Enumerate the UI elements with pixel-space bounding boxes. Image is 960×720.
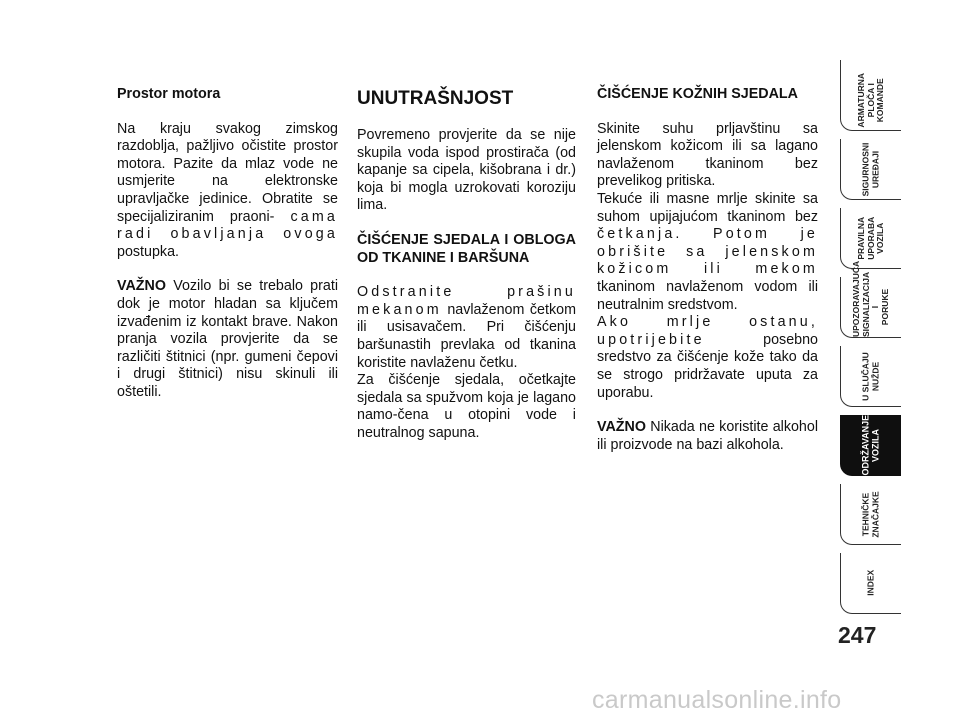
paragraph-text: Na kraju svakog zimskog razdoblja, pažljivo očistite prostor motora. Pazite da mlaz vode ne usmjerite na elektronske upravljačke jedinice. Obratite se specijaliziranim praoni- — [117, 120, 338, 225]
column-leather-seats — [597, 86, 818, 471]
paragraph — [117, 121, 338, 262]
paragraph-text: tkaninom navlaženom vodom ili neutralnim sredstvom. — [597, 278, 818, 313]
paragraph: Skinite suhu prljavštinu sa jelenskom kožicom ili sa lagano navlaženom tkaninom bez prevelikog pritiska. — [597, 120, 818, 190]
important-note — [117, 278, 338, 401]
tab-label: INDEX — [865, 570, 876, 596]
tab-safety-devices[interactable] — [840, 139, 901, 200]
paragraph-text: navlaženom četkom ili usisavačem. Pri čišćenju baršunastih prevlaka od tkanina koristite navlaženu četku. — [357, 301, 576, 371]
tab-dashboard-controls[interactable] — [840, 70, 901, 131]
tab-index[interactable] — [840, 553, 901, 614]
paragraph — [357, 284, 576, 372]
note-lead: VAŽNO — [117, 278, 166, 295]
tab-label: ARMATURNA PLOČA I KOMANDE — [855, 72, 885, 128]
paragraph-text: cama radi obavljanja ovoga — [117, 208, 338, 243]
paragraph-text: Odstranite prašinu mekanom — [357, 284, 576, 318]
section-heading: ČIŠĆENJE KOŽNIH SJEDALA — [597, 86, 798, 102]
tab-maintenance[interactable] — [840, 415, 901, 476]
column-engine-compartment — [117, 86, 338, 419]
note-text: Nikada ne koristite alkohol ili proizvode na bazi alkohola. — [597, 419, 818, 453]
tab-label: SIGURNOSNI UREĐAJI — [860, 142, 880, 196]
page-title: UNUTRAŠNJOST — [357, 88, 514, 109]
watermark: carmanualsonline.info — [592, 686, 842, 714]
section-heading: Prostor motora — [117, 86, 221, 102]
column-interior — [357, 88, 576, 460]
tab-label: U SLUČAJU NUŽDE — [860, 351, 880, 401]
paragraph-text: Tekuće ili masne mrlje skinite sa suhom upijajućom tkaninom bez — [597, 190, 818, 225]
paragraph: Povremeno provjerite da se nije skupila voda ispod prostirača (od kapanje sa cipela, kišobrana i dr.) koja bi mogla uzrokovati koroziju lima. — [357, 127, 576, 214]
section-heading: ČIŠĆENJE SJEDALA I OBLOGA OD TKANINE I BARŠUNA — [357, 231, 576, 266]
page-number: 247 — [838, 622, 877, 648]
note-lead: VAŽNO — [597, 419, 646, 436]
paragraph-text: Ako mrlje ostanu, upotrijebite — [597, 314, 818, 348]
tab-technical-specs[interactable] — [840, 484, 901, 545]
tab-correct-use[interactable] — [840, 208, 901, 269]
divider — [840, 60, 841, 70]
paragraph-text: četkanja. Potom je obrišite sa jelenskom kožicom ili mekom — [597, 226, 818, 278]
tab-emergency[interactable] — [840, 346, 901, 407]
paragraph-text: postupka. — [117, 243, 179, 260]
tab-label: ODRŽAVANJE VOZILA — [860, 414, 880, 475]
paragraph: Za čišćenje sjedala, očetkajte sjedala sa spužvom koja je lagano namo-čena u otopini vode i neutralnog sapuna. — [357, 372, 576, 441]
paragraph — [597, 314, 818, 402]
tab-label: PRAVILNA UPORABA VOZILA — [855, 216, 885, 260]
tab-warning-lights[interactable] — [840, 260, 901, 338]
note-text: Vozilo bi se trebalo prati dok je motor hladan sa ključem izvađenim iz kontakt brave. Nakon pranja vozila provjerite da se različiti štitnici (npr. gumeni čepovi i drugi štitnici) nisu skinuli ili oštetili. — [117, 278, 338, 400]
tab-label: UPOZORAVAJUĆA SIGNALIZACIJA I PORUKE — [851, 260, 890, 337]
tab-label: TEHNIČKE ZNAČAJKE — [860, 490, 880, 538]
important-note — [597, 419, 818, 454]
chapter-tabs — [832, 60, 900, 620]
paragraph-text: posebno sredstvo za čišćenje kože tako da se strogo pridržavate uputa za uporabu. — [597, 331, 818, 401]
paragraph — [597, 191, 818, 314]
